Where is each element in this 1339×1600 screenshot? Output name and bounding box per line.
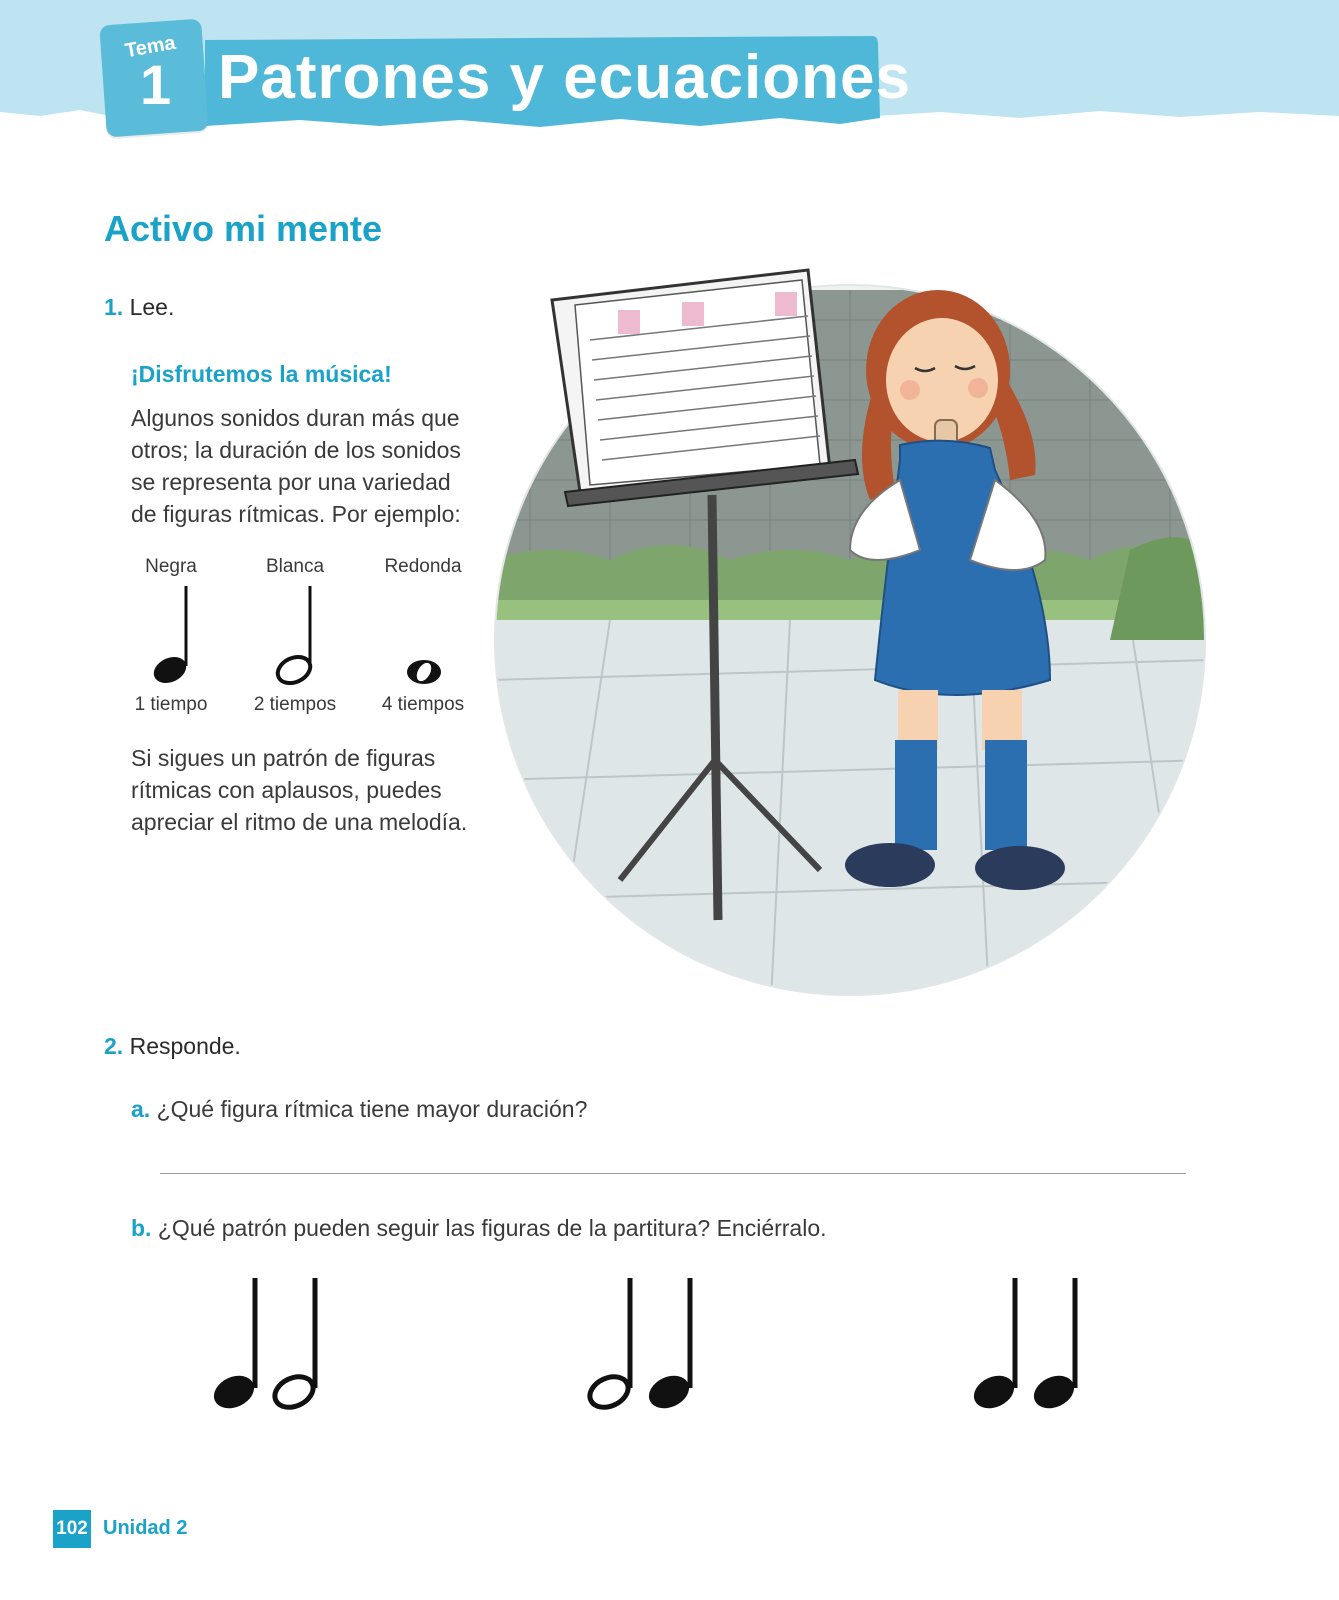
question-2b-letter: b. xyxy=(131,1215,152,1241)
section-title: Activo mi mente xyxy=(104,208,383,249)
page-title: Patrones y ecuaciones xyxy=(218,43,911,112)
question-2a-text: ¿Qué figura rítmica tiene mayor duración? xyxy=(156,1096,588,1122)
whole-note-icon xyxy=(407,660,441,684)
pattern-option-2[interactable] xyxy=(585,1278,694,1414)
unit-label: Unidad 2 xyxy=(103,1517,188,1539)
question-2b xyxy=(131,1215,827,1242)
half-note-icon xyxy=(270,1278,318,1413)
question-2-number: 2. xyxy=(104,1033,124,1059)
note-duration-negra: 1 tiempo xyxy=(134,694,208,715)
note-name-negra: Negra xyxy=(145,556,197,577)
pattern-option-1[interactable] xyxy=(209,1278,318,1414)
note-duration-blanca: 2 tiempos xyxy=(253,694,337,715)
note-figures xyxy=(120,580,480,690)
question-1-number: 1. xyxy=(104,294,124,320)
question-2a-letter: a. xyxy=(131,1096,151,1122)
tema-number: 1 xyxy=(140,53,172,116)
reading-paragraph-1: Algunos sonidos duran más que otros; la duración de los sonidos se representa por una variedad de figuras rítmicas. Por ejemplo: xyxy=(131,405,461,527)
question-2-heading xyxy=(104,1033,241,1060)
quarter-note-icon xyxy=(969,1278,1020,1414)
quarter-note-icon xyxy=(1029,1278,1080,1414)
reading-subheading: ¡Disfrutemos la música! xyxy=(131,361,392,387)
pattern-options xyxy=(200,1270,1100,1420)
reading-paragraph-2: Si sigues un patrón de figuras rítmicas con aplausos, puedes apreciar el ritmo de una melodía. xyxy=(131,745,468,835)
note-duration-redonda: 4 tiempos xyxy=(381,694,465,715)
question-2a xyxy=(131,1096,587,1123)
question-2b-text: ¿Qué patrón pueden seguir las figuras de la partitura? Enciérralo. xyxy=(157,1215,827,1241)
answer-line[interactable] xyxy=(160,1173,1186,1174)
quarter-note-icon xyxy=(644,1278,695,1414)
page-number: 102 xyxy=(53,1510,91,1548)
girl-playing-flute-illustration xyxy=(490,260,1210,1010)
quarter-note-icon xyxy=(150,586,191,688)
half-note-icon xyxy=(274,586,315,688)
question-2-label: Responde. xyxy=(129,1033,241,1059)
note-name-blanca: Blanca xyxy=(265,556,325,577)
note-name-redonda: Redonda xyxy=(384,556,462,577)
pattern-option-3[interactable] xyxy=(969,1278,1080,1414)
tema-label: Tema xyxy=(123,31,178,63)
half-note-icon xyxy=(585,1278,633,1413)
question-1-label: Lee. xyxy=(129,294,175,320)
quarter-note-icon xyxy=(209,1278,260,1414)
question-1-heading xyxy=(104,294,174,321)
